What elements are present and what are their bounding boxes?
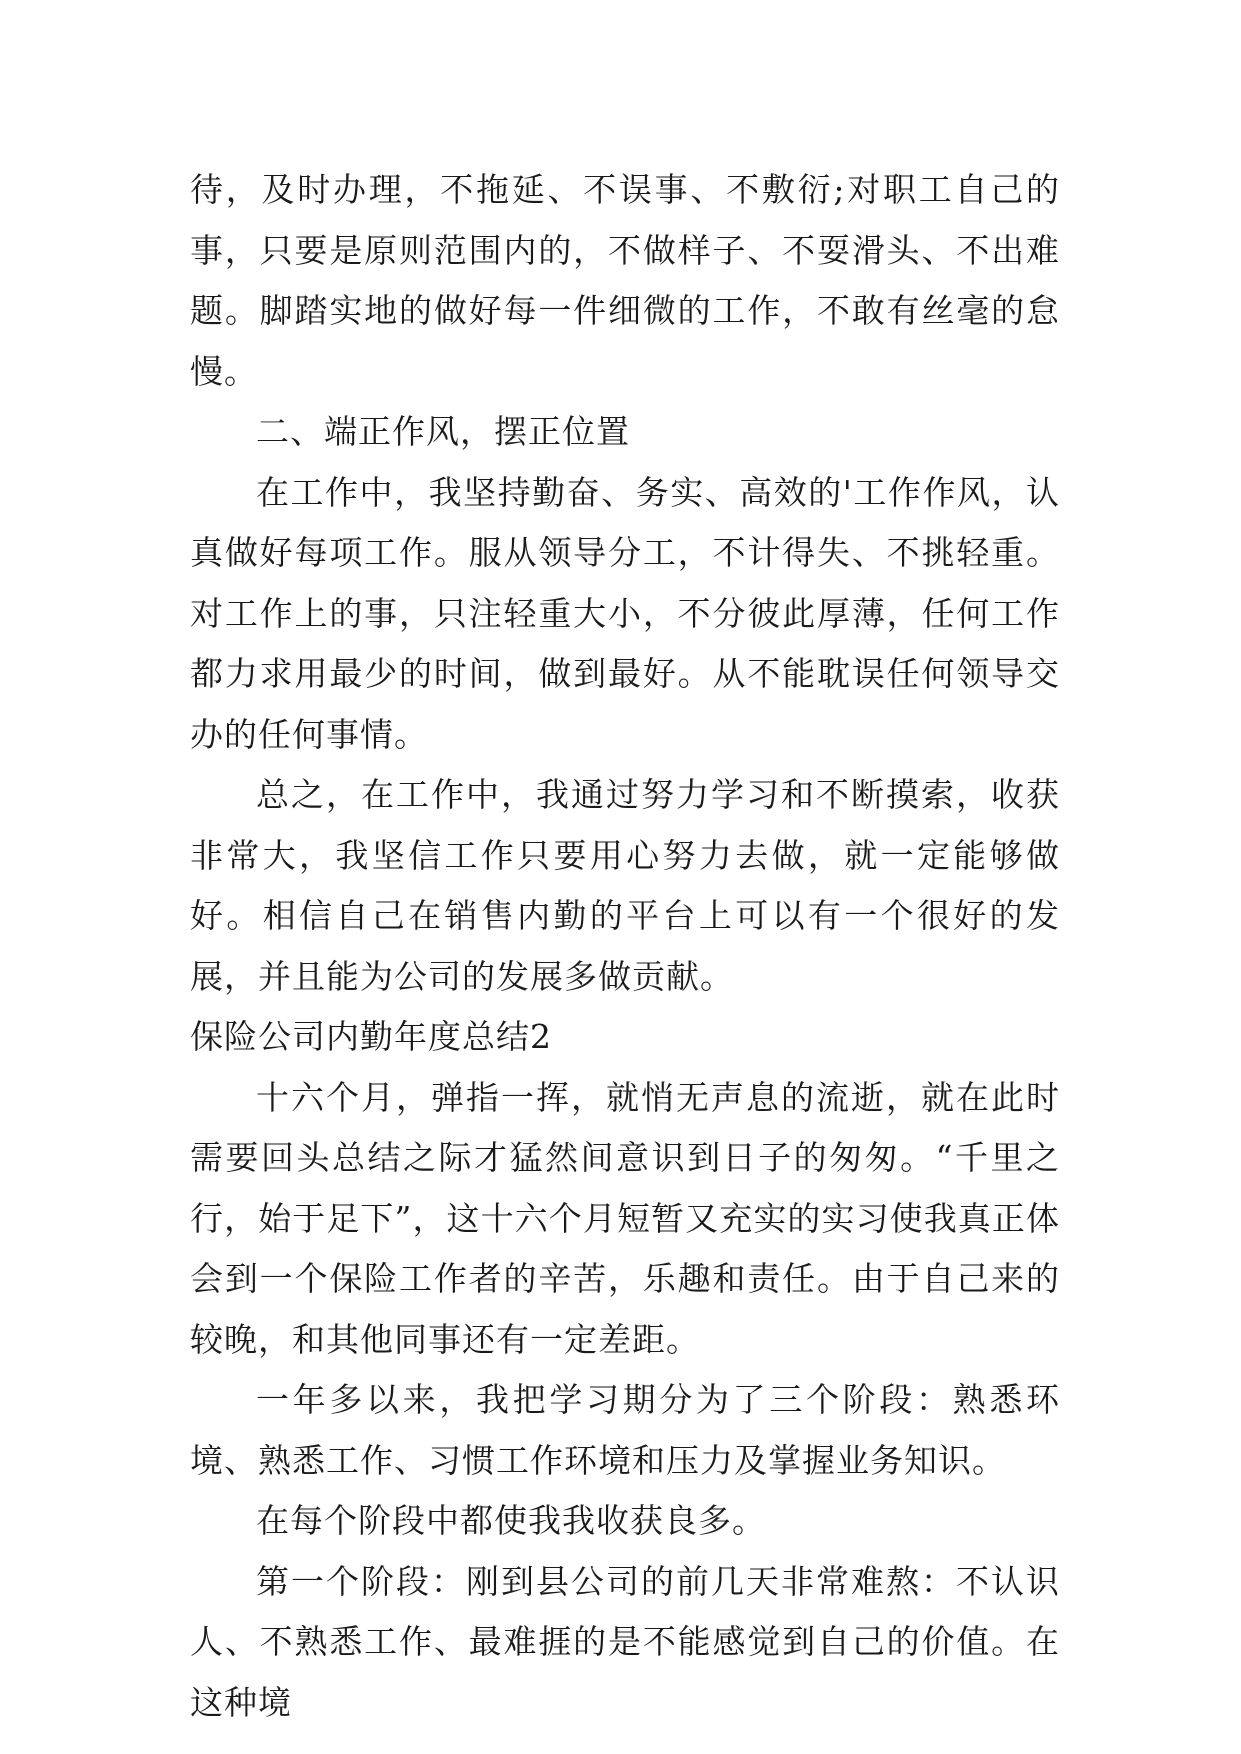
paragraph-summary: 总之，在工作中，我通过努力学习和不断摸索，收获非常大，我坚信工作只要用心努力去做，就一定能够做好。相信自己在销售内勤的平台上可以有一个很好的发展，并且能为公司的发展多做贡献。 <box>190 775 1060 996</box>
paragraph-continuation: 待，及时办理，不拖延、不误事、不敷衍;对职工自己的事，只要是原则范围内的，不做样子、不耍滑头、不出难题。脚踏实地的做好每一件细微的工作，不敢有丝毫的怠慢。 <box>190 170 1060 391</box>
section-heading-2: 二、端正作风，摆正位置 <box>256 412 630 451</box>
paragraph-sixteen-months: 十六个月，弹指一挥，就悄无声息的流逝，就在此时需要回头总结之际才猛然间意识到日子的匆匆。“千里之行，始于足下”，这十六个月短暂又充实的实习使我真正体会到一个保险工作者的辛苦，乐趣和责任。由于自己来的较晚，和其他同事还有一定差距。 <box>190 1077 1060 1359</box>
paragraph-first-stage: 第一个阶段：刚到县公司的前几天非常难熬：不认识人、不熟悉工作、最难捱的是不能感觉到自己的价值。在这种境 <box>190 1561 1060 1722</box>
paragraph-work-style: 在工作中，我坚持勤奋、务实、高效的'工作作风，认真做好每项工作。服从领导分工，不计得失、不挑轻重。对工作上的事，只注轻重大小，不分彼此厚薄，任何工作都力求用最少的时间，做到最好。从不能耽误任何领导交办的任何事情。 <box>190 472 1060 754</box>
document-title-2: 保险公司内勤年度总结2 <box>190 1017 552 1056</box>
paragraph-three-stages: 一年多以来，我把学习期分为了三个阶段：熟悉环境、熟悉工作、习惯工作环境和压力及掌握业务知识。 <box>190 1380 1060 1480</box>
paragraph-each-stage: 在每个阶段中都使我我收获良多。 <box>256 1501 766 1540</box>
document-body <box>190 160 1060 1733</box>
